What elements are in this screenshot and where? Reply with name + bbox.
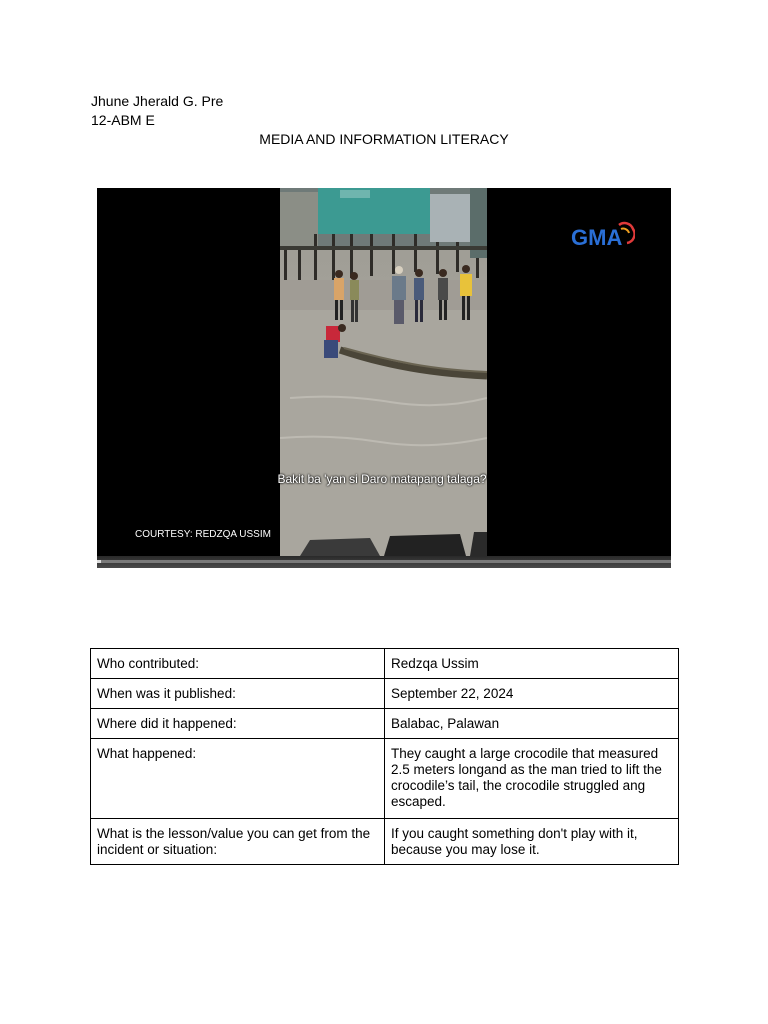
video-progress-bar[interactable] <box>97 556 671 568</box>
info-table <box>90 648 679 865</box>
table-row <box>91 649 679 679</box>
author-name: Jhune Jherald G. Pre <box>91 93 224 109</box>
svg-text:GMA: GMA <box>571 225 623 249</box>
progress-track <box>97 560 671 563</box>
table-row <box>91 819 679 865</box>
video-subtitle: Bakit ba 'yan si Daro matapang talaga? <box>277 472 487 486</box>
question-cell: What happened: <box>91 739 385 819</box>
progress-fill <box>97 560 101 563</box>
answer-cell: Redzqa Ussim <box>385 649 679 679</box>
video-screenshot <box>97 188 671 568</box>
answer-cell: September 22, 2024 <box>385 679 679 709</box>
question-cell: What is the lesson/value you can get from the incident or situation: <box>91 819 385 865</box>
class-section: 12-ABM E <box>91 112 155 128</box>
table-row <box>91 679 679 709</box>
table-row <box>91 739 679 819</box>
answer-cell: They caught a large crocodile that measured 2.5 meters longand as the man tried to lift the crocodile’s tail, the crocodile struggled ang escaped. <box>385 739 679 819</box>
gma-logo <box>569 219 635 249</box>
video-frame-image <box>280 188 487 556</box>
question-cell: Where did it happened: <box>91 709 385 739</box>
crocodile-scene-illustration <box>280 188 487 556</box>
question-cell: When was it published: <box>91 679 385 709</box>
answer-cell: If you caught something don't play with it, because you may lose it. <box>385 819 679 865</box>
document-title: MEDIA AND INFORMATION LITERACY <box>259 131 509 147</box>
table-row <box>91 709 679 739</box>
question-cell: Who contributed: <box>91 649 385 679</box>
courtesy-credit: COURTESY: REDZQA USSIM <box>135 529 271 540</box>
answer-cell: Balabac, Palawan <box>385 709 679 739</box>
